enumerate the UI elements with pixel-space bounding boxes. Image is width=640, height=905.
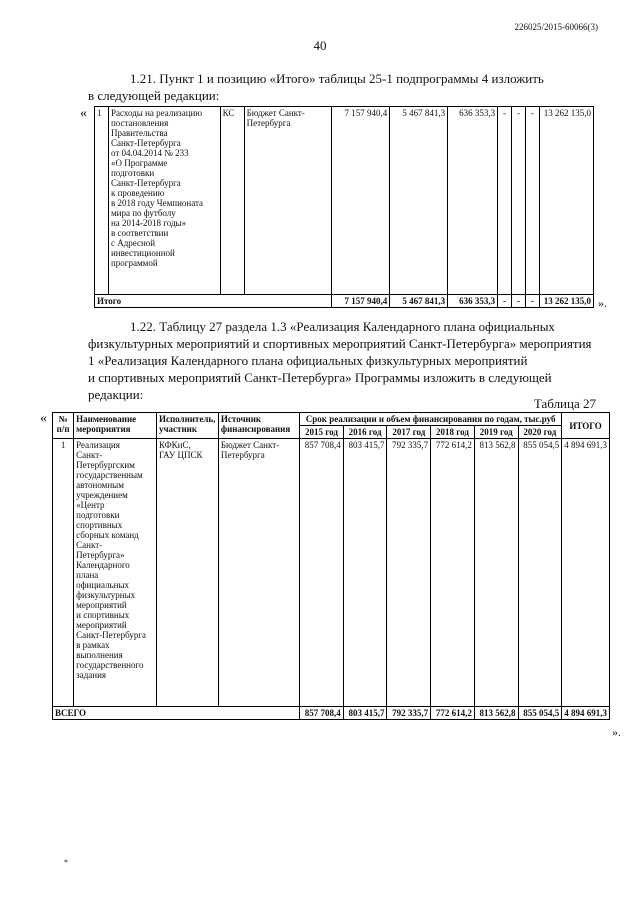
value-cell: 792 335,7 <box>387 707 431 720</box>
value-cell: - <box>512 107 526 295</box>
table2-open-quote: « <box>40 411 47 426</box>
value-cell: 772 614,2 <box>431 707 475 720</box>
total-row <box>95 295 594 308</box>
value-cell: - <box>498 295 512 308</box>
paragraph-line: в следующей редакции: <box>88 88 220 103</box>
header-year: 2020 год <box>518 426 562 439</box>
table2-close-quote: ». <box>612 725 621 739</box>
document-code: 226025/2015-60066(3) <box>514 22 598 32</box>
total-cell: 13 262 135,0 <box>539 295 593 308</box>
value-cell: 636 353,3 <box>448 295 498 308</box>
value-cell: 772 614,2 <box>431 439 475 707</box>
row-source: Бюджет Санкт-Петербурга <box>218 439 299 707</box>
value-cell: 855 054,5 <box>518 707 562 720</box>
paragraph-1-21 <box>88 70 598 104</box>
header-executor: Исполнитель, участник <box>156 413 218 439</box>
header-year: 2016 год <box>343 426 387 439</box>
paragraph-line: физкультурных мероприятий и спортивных мероприятий Санкт-Петербурга» мероприятия <box>88 336 592 351</box>
value-cell: 803 415,7 <box>343 707 387 720</box>
header-number: № п/п <box>53 413 74 439</box>
value-cell: - <box>525 295 539 308</box>
row-source: Бюджет Санкт-Петербурга <box>244 107 332 295</box>
value-cell: 636 353,3 <box>448 107 498 295</box>
header-row <box>53 413 610 426</box>
value-cell: 7 157 940,4 <box>332 295 390 308</box>
paragraph-1-22 <box>88 318 598 403</box>
paragraph-line: 1.22. Таблицу 27 раздела 1.3 «Реализация Календарного плана официальных <box>130 319 555 334</box>
row-executor: КС <box>220 107 244 295</box>
table-caption: Таблица 27 <box>533 396 596 411</box>
value-cell: 5 467 841,3 <box>390 107 448 295</box>
row-name: Расходы на реализацию постановления Правительства Санкт-Петербурга от 04.04.2014 № 233 «О Программе подготовки Санкт-Петербурга к проведению в 2018 году Чемпионата мира по футболу на 2014-2018 годы» в соответствии с Адресной инвестиционной программой <box>108 107 220 295</box>
header-year: 2019 год <box>474 426 518 439</box>
footer-mark: * <box>64 858 68 867</box>
header-source: Источник финансирования <box>218 413 299 439</box>
value-cell: 7 157 940,4 <box>332 107 390 295</box>
paragraph-line: редакции: <box>88 387 144 402</box>
value-cell: 813 562,8 <box>474 707 518 720</box>
value-cell: - <box>512 295 526 308</box>
table-27 <box>52 412 610 720</box>
table-row <box>53 439 610 707</box>
total-label: Итого <box>95 295 332 308</box>
paragraph-line: 1 «Реализация Календарного плана официальных физкультурных мероприятий <box>88 353 528 368</box>
value-cell: - <box>498 107 512 295</box>
header-total: ИТОГО <box>562 413 610 439</box>
table1-close-quote: ». <box>598 296 607 310</box>
header-period: Срок реализации и объем финансирования по годам, тыс.руб <box>300 413 562 426</box>
total-cell: 4 894 691,3 <box>562 707 610 720</box>
value-cell: 803 415,7 <box>343 439 387 707</box>
value-cell: 5 467 841,3 <box>390 295 448 308</box>
paragraph-line: 1.21. Пункт 1 и позицию «Итого» таблицы 25-1 подпрограммы 4 изложить <box>130 71 544 86</box>
header-year: 2018 год <box>431 426 475 439</box>
total-label: ВСЕГО <box>53 707 300 720</box>
value-cell: 857 708,4 <box>300 439 344 707</box>
value-cell: 792 335,7 <box>387 439 431 707</box>
header-year: 2017 год <box>387 426 431 439</box>
row-executor: КФКиС, ГАУ ЦПСК <box>156 439 218 707</box>
table1-open-quote: « <box>80 106 87 121</box>
value-cell: 857 708,4 <box>300 707 344 720</box>
header-year: 2015 год <box>300 426 344 439</box>
page-number: 40 <box>313 38 327 53</box>
value-cell: 855 054,5 <box>518 439 562 707</box>
header-name: Наименование мероприятия <box>74 413 157 439</box>
total-cell: 13 262 135,0 <box>539 107 593 295</box>
total-row <box>53 707 610 720</box>
row-number: 1 <box>53 439 74 707</box>
total-cell: 4 894 691,3 <box>562 439 610 707</box>
row-name: Реализация Санкт- Петербургским государственным автономным учреждением «Центр подготовки спортивных сборных команд Санкт- Петербурга» Календарного плана официальных физкультурных мероприятий и спортивных мероприятий Санкт-Петербурга в рамках выполнения государственного задания <box>74 439 157 707</box>
table-25-1 <box>94 106 594 308</box>
row-number: 1 <box>95 107 109 295</box>
table-row <box>95 107 594 295</box>
value-cell: - <box>525 107 539 295</box>
value-cell: 813 562,8 <box>474 439 518 707</box>
paragraph-line: и спортивных мероприятий Санкт-Петербурга» Программы изложить в следующей <box>88 370 552 385</box>
